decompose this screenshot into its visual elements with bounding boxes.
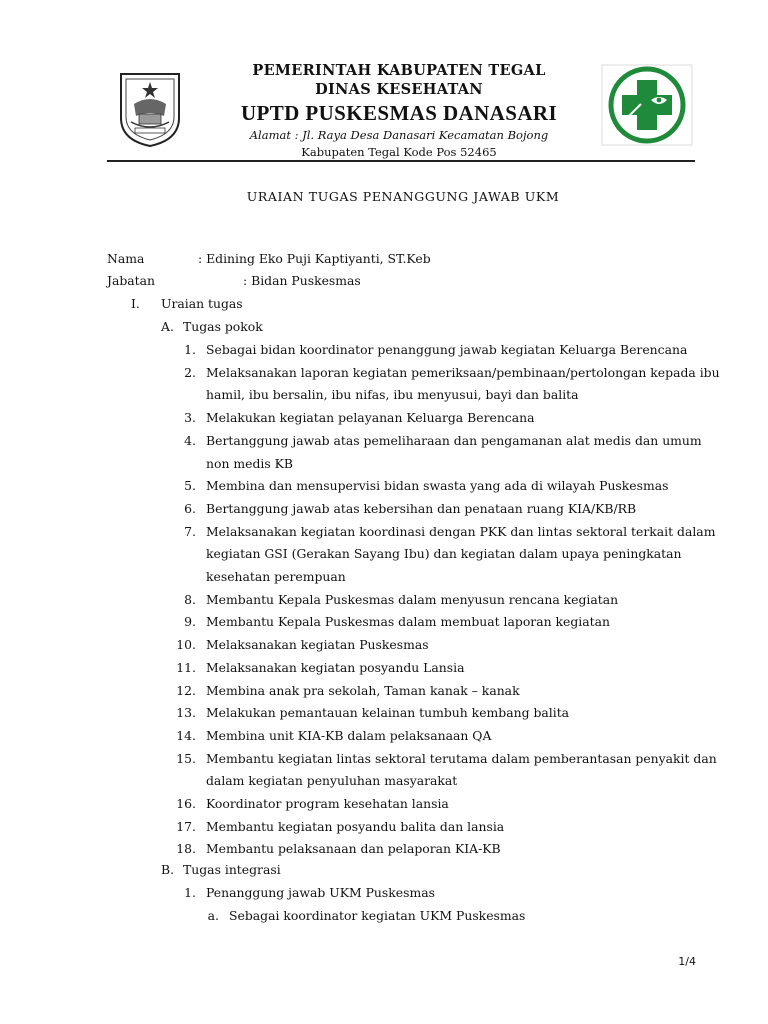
task-number: 17.	[176, 818, 196, 834]
letterhead-unit: UPTD PUSKESMAS DANASARI	[240, 101, 558, 125]
section-b-label: Tugas integrasi	[183, 862, 281, 877]
jabatan-label: Jabatan	[107, 273, 156, 288]
task-text: non medis KB	[206, 455, 293, 471]
task-text: Membantu kegiatan posyandu balita dan lansia	[206, 818, 505, 834]
letterhead-address-city: Kabupaten Tegal Kode Pos 52465	[301, 145, 497, 159]
task-text: Membantu Kepala Puskesmas dalam membuat laporan kegiatan	[206, 614, 610, 630]
task-number: 6.	[184, 500, 196, 516]
letterhead-divider	[107, 160, 695, 162]
section-i-label: Uraian tugas	[161, 296, 243, 311]
task-text: Melakukan pemantauan kelainan tumbuh kembang balita	[206, 705, 570, 721]
task-text: Koordinator program kesehatan lansia	[206, 796, 449, 811]
task-text: Membantu kegiatan lintas sektoral terutama dalam pemberantasan penyakit dan	[206, 750, 717, 766]
task-text: Melaksanakan kegiatan posyandu Lansia	[206, 659, 465, 675]
task-number: 11.	[176, 659, 196, 675]
task-text: Melaksanakan kegiatan Puskesmas	[206, 637, 429, 653]
letterhead-address: Alamat : Jl. Raya Desa Danasari Kecamatan Bojong	[249, 128, 549, 142]
task-number: 18.	[176, 841, 196, 857]
task-number: 5.	[184, 478, 196, 494]
jabatan-value: : Bidan Puskesmas	[243, 273, 361, 288]
task-number: 2.	[184, 364, 196, 380]
task-number: 12.	[176, 682, 196, 698]
document-title: URAIAN TUGAS PENANGGUNG JAWAB UKM	[246, 189, 560, 204]
section-i-marker: I.	[131, 296, 140, 311]
task-b-sub-text: Sebagai koordinator kegiatan UKM Puskesmas	[229, 908, 526, 923]
letterhead-government: PEMERINTAH KABUPATEN TEGAL	[252, 62, 546, 79]
nama-label: Nama	[107, 251, 145, 266]
task-text: kesehatan perempuan	[206, 569, 346, 584]
task-text: Bertanggung jawab atas pemeliharaan dan pengamanan alat medis dan umum	[206, 432, 702, 448]
task-number: 3.	[184, 410, 196, 426]
task-b-text: Penanggung jawab UKM Puskesmas	[206, 885, 435, 900]
task-number: 15.	[176, 750, 196, 766]
task-text: Melaksanakan laporan kegiatan pemeriksaan/pembinaan/pertolongan kepada ibu	[206, 364, 720, 380]
puskesmas-cross-icon	[601, 64, 693, 146]
page-number: 1/4	[678, 955, 696, 968]
task-number: 4.	[184, 432, 196, 448]
task-text: Membina anak pra sekolah, Taman kanak – kanak	[206, 682, 520, 698]
task-number: 7.	[184, 523, 196, 539]
task-text: Membina unit KIA-KB dalam pelaksanaan QA	[206, 727, 492, 743]
task-number: 14.	[176, 727, 196, 743]
tegal-regency-emblem-icon	[117, 70, 183, 148]
nama-value: : Edining Eko Puji Kaptiyanti, ST.Keb	[198, 251, 431, 266]
task-text: hamil, ibu bersalin, ibu nifas, ibu menyusui, bayi dan balita	[206, 387, 579, 403]
task-number: 10.	[176, 637, 196, 653]
task-text: Melaksanakan kegiatan koordinasi dengan PKK dan lintas sektoral terkait dalam	[206, 523, 716, 539]
section-a-marker: A.	[161, 319, 174, 334]
task-text: Membantu Kepala Puskesmas dalam menyusun rencana kegiatan	[206, 591, 619, 607]
task-text: Sebagai bidan koordinator penanggung jawab kegiatan Keluarga Berencana	[206, 342, 688, 357]
section-b-marker: B.	[161, 862, 175, 877]
task-b-sub-marker: a.	[207, 908, 219, 923]
section-a-label: Tugas pokok	[183, 319, 263, 334]
task-number: 1.	[184, 342, 196, 357]
task-number: 16.	[176, 796, 196, 811]
task-text: kegiatan GSI (Gerakan Sayang Ibu) dan kegiatan dalam upaya peningkatan	[206, 546, 682, 562]
task-text: Membantu pelaksanaan dan pelaporan KIA-KB	[206, 841, 501, 857]
task-number: 8.	[184, 591, 196, 607]
task-number: 9.	[184, 614, 196, 630]
letterhead	[210, 62, 588, 161]
task-b-number: 1.	[184, 885, 196, 900]
letterhead-department: DINAS KESEHATAN	[315, 81, 483, 98]
task-text: Melakukan kegiatan pelayanan Keluarga Berencana	[206, 410, 535, 426]
task-text: Bertanggung jawab atas kebersihan dan penataan ruang KIA/KB/RB	[206, 500, 637, 516]
task-text: Membina dan mensupervisi bidan swasta yang ada di wilayah Puskesmas	[206, 478, 669, 494]
task-number: 13.	[176, 705, 196, 721]
task-text: dalam kegiatan penyuluhan masyarakat	[206, 773, 458, 789]
